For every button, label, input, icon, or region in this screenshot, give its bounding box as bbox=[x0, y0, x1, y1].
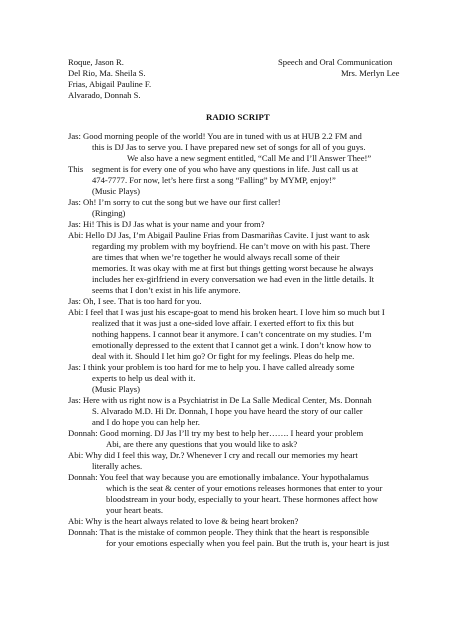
script-line: literally aches. bbox=[92, 461, 143, 471]
script-line: Jas: I think your problem is too hard for me to help you. I have called already some bbox=[68, 362, 355, 372]
script-line: Abi, are there any questions that you would like to ask? bbox=[106, 439, 298, 449]
script-line: for your emotions especially when you feel pain. But the truth is, your heart is just bbox=[106, 538, 390, 548]
script-line: memories. It was okay with me at first but things getting worst because he always bbox=[92, 263, 374, 273]
script-line: We also have a new segment entitled, “Call Me and I’ll Answer Thee!” bbox=[127, 153, 372, 163]
script-line: Donnah: That is the mistake of common people. They think that the heart is responsible bbox=[68, 527, 370, 537]
script-line: your heart beats. bbox=[106, 505, 164, 515]
script-line: deal with it. Should I let him go? Or fight for my feelings. Pleas do help me. bbox=[92, 351, 355, 361]
script-line: realized that it was just a one-sided love affair. I exerted effort to fix this but bbox=[92, 318, 354, 328]
script-line: nothing happens. I cannot bear it anymore. I can’t concentrate on my studies. I’m bbox=[92, 329, 372, 339]
script-line: includes her ex-girlfriend in every conversation we had even in the little details. It bbox=[92, 274, 375, 284]
script-line: which is the seat & center of your emotions releases hormones that enter to your bbox=[106, 483, 383, 493]
script-line: Jas: Good morning people of the world! You are in tuned with us at HUB 2.2 FM and bbox=[68, 131, 362, 141]
stage-direction: (Music Plays) bbox=[92, 186, 140, 196]
script-line: and I do hope you can help her. bbox=[92, 417, 200, 427]
author-name: Frias, Abigail Pauline F. bbox=[68, 79, 152, 89]
script-line: this is DJ Jas to serve you. I have prepared new set of songs for all of you guys. bbox=[92, 142, 366, 152]
author-name: Alvarado, Donnah S. bbox=[68, 90, 141, 100]
script-line: S. Alvarado M.D. Hi Dr. Donnah, I hope you have heard the story of our caller bbox=[92, 406, 363, 416]
stage-direction: (Music Plays) bbox=[92, 384, 140, 394]
script-line: bloodstream in your body, especially to your heart. These hormones affect how bbox=[106, 494, 378, 504]
subject-name: Speech and Oral Communication bbox=[278, 57, 393, 67]
script-line: 474-7777. For now, let’s here first a song “Falling” by MYMP, enjoy!” bbox=[92, 175, 336, 185]
author-name: Del Rio, Ma. Sheila S. bbox=[68, 68, 146, 78]
script-line: experts to help us deal with it. bbox=[92, 373, 196, 383]
stage-direction: (Ringing) bbox=[92, 208, 126, 218]
script-line: are times that when we’re together he would always recall some of their bbox=[92, 252, 340, 262]
script-line: This bbox=[68, 164, 84, 174]
document-title: RADIO SCRIPT bbox=[206, 112, 270, 122]
script-line: Abi: Why is the heart always related to love & being heart broken? bbox=[68, 516, 299, 526]
script-line: regarding my problem with my boyfriend. He can’t move on with his past. There bbox=[92, 241, 371, 251]
script-line: Jas: Oh, I see. That is too hard for you. bbox=[68, 296, 202, 306]
script-line: Abi: Hello DJ Jas, I’m Abigail Pauline Frias from Dasmariñas Cavite. I just want to ask bbox=[68, 230, 370, 240]
script-line: segment is for every one of you who have any questions in life. Just call us at bbox=[92, 164, 359, 174]
script-line: emotionally depressed to the extent that I cannot get a wink. I don’t know how to bbox=[92, 340, 372, 350]
script-line: Jas: Here with us right now is a Psychiatrist in De La Salle Medical Center, Ms. Donnah bbox=[68, 395, 372, 405]
script-line: Jas: Oh! I’m sorry to cut the song but we have our first caller! bbox=[68, 197, 281, 207]
script-line: Jas: Hi! This is DJ Jas what is your name and your from? bbox=[68, 219, 265, 229]
teacher-name: Mrs. Merlyn Lee bbox=[341, 68, 400, 78]
script-line: Abi: I feel that I was just his escape-goat to mend his broken heart. I love him so much but I bbox=[68, 307, 385, 317]
script-line: Abi: Why did I feel this way, Dr.? Whenever I cry and recall our memories my heart bbox=[68, 450, 358, 460]
author-name: Roque, Jason R. bbox=[68, 57, 124, 67]
script-line: Donnah: You feel that way because you are emotionally imbalance. Your hypothalamus bbox=[68, 472, 369, 482]
script-line: seems that I don’t exist in his life anymore. bbox=[92, 285, 241, 295]
script-line: Donnah: Good morning. DJ Jas I’ll try my best to help her……. I heard your problem bbox=[68, 428, 364, 438]
